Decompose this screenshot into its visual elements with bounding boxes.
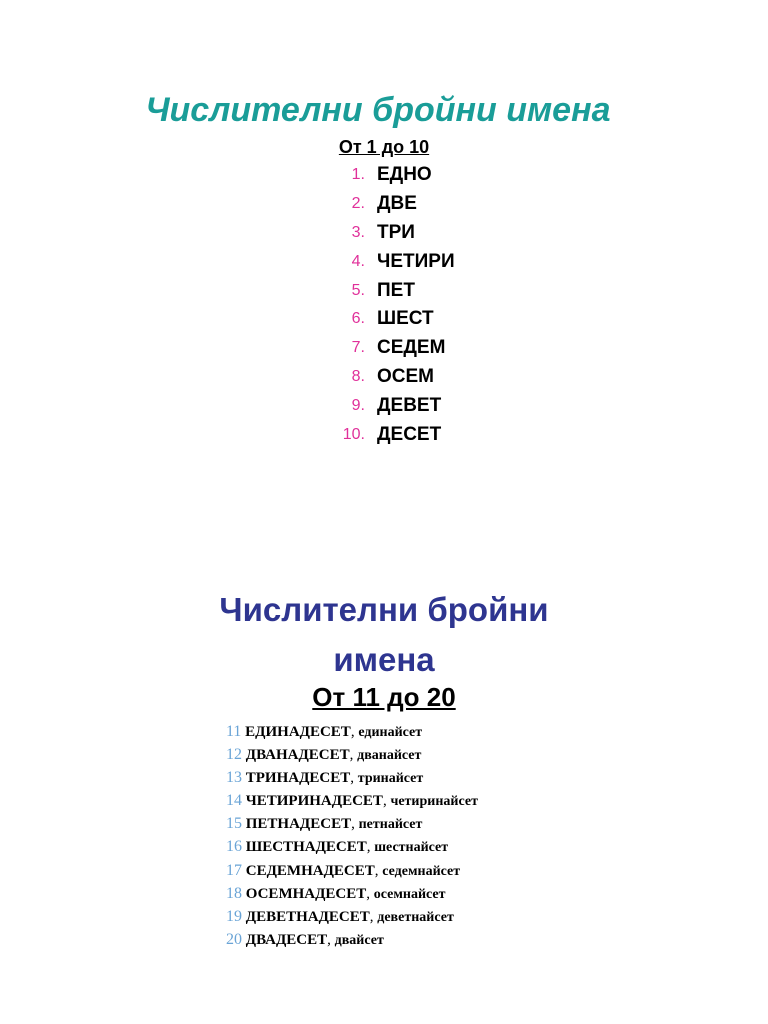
list-word: ЧЕТИРИ [377, 250, 455, 272]
number-word-formal: СЕДЕМНАДЕСЕТ [245, 862, 375, 879]
list-number: 12 [226, 746, 242, 764]
list-item [0, 392, 768, 421]
number-word-formal: ТРИНАДЕСЕТ [245, 770, 351, 787]
number-word-formal: ПЕТНАДЕСЕТ [245, 816, 352, 833]
list-word: СЕДЕМ [377, 337, 446, 359]
list-item [0, 363, 768, 392]
numbers-11-20-list [226, 720, 478, 951]
list-number: 18 [226, 884, 242, 902]
list-item [0, 161, 768, 190]
list-number: 9. [351, 397, 365, 415]
number-word-colloquial: дванайсет [357, 748, 422, 764]
number-word-colloquial: деветнайсет [377, 909, 454, 925]
list-word: ОСЕМ [377, 366, 434, 388]
list-number: 17 [226, 861, 242, 879]
number-word-colloquial: тринайсет [357, 771, 424, 787]
number-word-formal: ЕДИНАДЕСЕТ [245, 724, 351, 740]
number-word-formal: ШЕСТНАДЕСЕТ [245, 839, 367, 856]
list-number: 15 [226, 815, 242, 833]
number-word-colloquial: осемнайсет [373, 886, 446, 902]
number-word-formal: ОСЕМНАДЕСЕТ [245, 885, 367, 902]
list-item [0, 277, 768, 306]
list-word: ДЕСЕТ [377, 424, 442, 446]
section2-title-line1: Числителни бройни [219, 591, 549, 628]
list-number: 6. [351, 310, 365, 328]
section1-subtitle: От 1 до 10 [338, 137, 430, 157]
list-number: 7. [351, 339, 365, 357]
number-word-formal: ЧЕТИРИНАДЕСЕТ [245, 793, 383, 810]
list-item [0, 248, 768, 277]
list-word: ДВЕ [377, 192, 417, 214]
list-number: 16 [226, 838, 242, 856]
number-word-colloquial: петнайсет [358, 817, 423, 833]
list-number: 5. [351, 281, 365, 299]
list-number: 13 [226, 769, 242, 787]
list-word: ТРИ [377, 221, 415, 243]
list-item: 14 ЧЕТИРИНАДЕСЕТ, четиринайсет [226, 792, 478, 810]
list-word: ПЕТ [377, 279, 415, 301]
list-number: 11 [226, 723, 242, 740]
list-item: 17 СЕДЕМНАДЕСЕТ, седемнайсет [226, 861, 461, 879]
list-number: 19 [226, 907, 242, 925]
list-number: 10. [342, 426, 365, 444]
list-number: 2. [351, 194, 365, 212]
list-item: 20 ДВАДЕСЕТ, двайсет [226, 930, 384, 948]
section2-title-line2: имена [333, 641, 435, 678]
number-word-colloquial: шестнайсет [374, 840, 449, 856]
list-item: 12 ДВАНАДЕСЕТ, дванайсет [226, 746, 422, 764]
number-word-colloquial: единайсет [358, 725, 423, 740]
number-word-formal: ДВАДЕСЕТ [245, 931, 328, 948]
list-word: ДЕВЕТ [377, 395, 442, 417]
numbers-1-10-list [0, 161, 768, 450]
list-item [0, 334, 768, 363]
list-item: 15 ПЕТНАДЕСЕТ, петнайсет [226, 815, 423, 833]
list-item: 19 ДЕВЕТНАДЕСЕТ, деветнайсет [226, 907, 454, 925]
number-word-colloquial: двайсет [334, 932, 384, 948]
section2-title [0, 585, 768, 685]
list-number: 4. [351, 252, 365, 270]
list-item: 13 ТРИНАДЕСЕТ, тринайсет [226, 769, 424, 787]
number-word-formal: ДВАНАДЕСЕТ [245, 747, 350, 764]
list-number: 14 [226, 792, 242, 810]
list-item: 11 ЕДИНАДЕСЕТ, единайсет [226, 723, 423, 740]
number-word-colloquial: седемнайсет [382, 863, 461, 879]
number-word-formal: ДЕВЕТНАДЕСЕТ [245, 908, 370, 925]
number-word-colloquial: четиринайсет [390, 794, 478, 810]
list-number: 3. [351, 223, 365, 241]
list-item: 18 ОСЕМНАДЕСЕТ, осемнайсет [226, 884, 446, 902]
list-word: ЕДНО [377, 164, 432, 185]
list-item [0, 421, 768, 450]
list-word: ШЕСТ [377, 308, 434, 330]
section1-title: Числителни бройни имена [145, 91, 611, 129]
list-item [0, 305, 768, 334]
list-number: 20 [226, 930, 242, 948]
list-number: 1. [351, 166, 365, 183]
list-item: 16 ШЕСТНАДЕСЕТ, шестнайсет [226, 838, 449, 856]
list-number: 8. [351, 368, 365, 386]
section2-subtitle: От 11 до 20 [312, 682, 456, 712]
list-item [0, 219, 768, 248]
list-item [0, 190, 768, 219]
